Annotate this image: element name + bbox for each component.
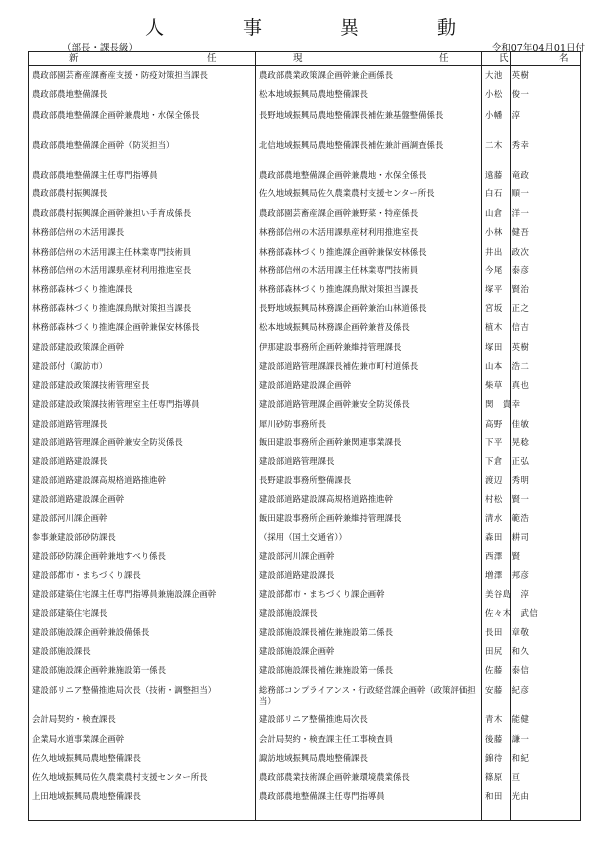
new-position: 建設部道路管理課長 — [32, 419, 108, 429]
current-position: 建設部道路建設課高規格道路推進幹 — [259, 494, 393, 504]
current-position: 伊那建設事務所企画幹兼維持管理課長 — [259, 342, 402, 352]
current-position: 長野地域振興局林務課企画幹兼治山林道係長 — [259, 303, 427, 313]
current-position: 農政部園芸畜産課企画幹兼野菜・特産係長 — [259, 208, 419, 218]
current-position: 長野地域振興局農地整備課長補佐兼基盤整備係長 — [259, 110, 444, 120]
current-position: 松本地域振興局林務課企画幹兼普及係長 — [259, 322, 410, 332]
person-name: 田尻 和久 — [485, 646, 530, 656]
title-char: 事 — [243, 17, 263, 39]
name-column-divider — [510, 52, 511, 820]
current-position: 建設部施設課企画幹 — [259, 646, 335, 656]
current-position: 林務部信州の木活用課主任林業専門技術員 — [259, 265, 419, 275]
new-position: 林務部森林づくり推進課企画幹兼保安林係長 — [32, 322, 200, 332]
new-position: 林務部信州の木活用課県産材利用推進室長 — [32, 265, 192, 275]
person-name: 西澤 賢 — [485, 551, 521, 561]
person-name: 錦待 和紀 — [485, 753, 530, 763]
current-position: 犀川砂防事務所長 — [259, 419, 326, 429]
current-position: 建設部道路管理課企画幹兼安全防災係長 — [259, 399, 410, 409]
new-position: 建設部河川課企画幹 — [32, 513, 108, 523]
person-name: 二木 秀幸 — [485, 140, 530, 150]
new-position: 建設部リニア整備推進局次長（技術・調整担当） — [32, 685, 217, 695]
new-position: 建設部建築住宅課主任専門指導員兼施設課企画幹 — [32, 589, 217, 599]
new-position: 上田地域振興局農地整備課長 — [32, 791, 141, 801]
new-position: 林務部森林づくり推進課長 — [32, 284, 133, 294]
new-position: 農政部農村振興課長 — [32, 188, 108, 198]
current-position: 松本地域振興局農地整備課長 — [259, 89, 368, 99]
current-position: 建設部道路管理課課長補佐兼市町村道係長 — [259, 361, 419, 371]
person-name: 塚平 賢治 — [485, 284, 530, 294]
person-name: 小林 健吾 — [485, 227, 530, 237]
person-name: 白石 順一 — [485, 188, 530, 198]
current-position: 建設部施設課長補佐兼施設第二係長 — [259, 627, 393, 637]
header-name-char: 氏 — [499, 53, 509, 64]
current-position: 建設部施設課長補佐兼施設第一係長 — [259, 665, 393, 675]
new-position: 建設部都市・まちづくり課長 — [32, 570, 141, 580]
new-position: 佐久地域振興局佐久農業農村支援センター所長 — [32, 772, 208, 782]
header-name-char: 名 — [559, 53, 569, 64]
current-position: 林務部信州の木活用課県産材利用推進室長 — [259, 227, 419, 237]
new-position: 建設部建設政策課企画幹 — [32, 342, 125, 352]
person-name: 青木 能健 — [485, 714, 530, 724]
current-position: 長野建設事務所整備課長 — [259, 475, 352, 485]
title-char: 異 — [340, 17, 360, 39]
column-divider — [255, 52, 256, 820]
person-name: 安藤 紀彦 — [485, 685, 530, 695]
person-name: 高野 佳敏 — [485, 419, 530, 429]
current-position: 建設部都市・まちづくり課企画幹 — [259, 589, 385, 599]
header-new-char: 任 — [207, 53, 217, 64]
person-name: 井出 政次 — [485, 247, 530, 257]
current-position: 佐久地域振興局佐久農業農村支援センター所長 — [259, 188, 435, 198]
table-header — [29, 52, 580, 66]
current-position: 総務部コンプライアンス・行政経営課企画幹（政策評価担当） — [259, 685, 476, 706]
new-position: 建設部施設課長 — [32, 646, 91, 656]
new-position: 会計局契約・検査課長 — [32, 714, 116, 724]
current-position: 農政部農地整備課主任専門指導員 — [259, 791, 385, 801]
subheading: （部長・課長級） — [62, 43, 139, 54]
new-position: 建設部道路管理課企画幹兼安全防災係長 — [32, 437, 183, 447]
person-name: 下倉 正弘 — [485, 456, 530, 466]
person-name: 大池 英樹 — [485, 70, 530, 80]
personnel-table — [28, 51, 581, 821]
person-name: 遠藤 竜政 — [485, 170, 530, 180]
current-position: 建設部施設課長 — [259, 608, 318, 618]
new-position: 建設部道路建設課長 — [32, 456, 108, 466]
current-position: 会計局契約・検査課主任工事検査員 — [259, 734, 393, 744]
new-position: 建設部付（諏訪市） — [32, 361, 108, 371]
person-name: 篠原 亘 — [485, 772, 521, 782]
current-position: （採用（国土交通省）） — [259, 532, 347, 542]
person-name: 今尾 泰彦 — [485, 265, 530, 275]
person-name: 後藤 謙一 — [485, 734, 530, 744]
new-position: 建設部道路建設課企画幹 — [32, 494, 125, 504]
header-new-char: 新 — [69, 53, 79, 64]
title-char: 人 — [145, 17, 165, 39]
person-name: 清水 範浩 — [485, 513, 530, 523]
current-position: 建設部河川課企画幹 — [259, 551, 335, 561]
person-name: 佐々木 武信 — [485, 608, 539, 618]
title-char: 動 — [437, 17, 457, 39]
current-position: 林務部森林づくり推進課企画幹兼保安林係長 — [259, 247, 427, 257]
current-position: 農政部農業技術課企画幹兼環境農業係長 — [259, 772, 410, 782]
new-position: 建設部施設課企画幹兼設備係長 — [32, 627, 150, 637]
person-name: 村松 賢一 — [485, 494, 530, 504]
new-position: 建設部砂防課企画幹兼地すべり係長 — [32, 551, 166, 561]
person-name: 美谷島 淳 — [485, 589, 530, 599]
person-name: 小松 俊一 — [485, 89, 530, 99]
person-name: 佐藤 泰信 — [485, 665, 530, 675]
new-position: 建設部建築住宅課長 — [32, 608, 108, 618]
person-name: 山本 浩二 — [485, 361, 530, 371]
header-current-char: 現 — [293, 53, 303, 64]
new-position: 農政部農村振興課企画幹兼担い手育成係長 — [32, 208, 192, 218]
person-name: 増澤 邦彦 — [485, 570, 530, 580]
new-position: 建設部道路建設課高規格道路推進幹 — [32, 475, 166, 485]
new-position: 農政部農地整備課主任専門指導員 — [32, 170, 158, 180]
new-position: 参事兼建設部砂防課長 — [32, 532, 116, 542]
current-position: 建設部道路建設課企画幹 — [259, 380, 352, 390]
current-position: 農政部農地整備課企画幹兼農地・水保全係長 — [259, 170, 427, 180]
person-name: 関 貴幸 — [485, 399, 521, 409]
new-position: 佐久地域振興局農地整備課長 — [32, 753, 141, 763]
current-position: 諏訪地域振興局農地整備課長 — [259, 753, 368, 763]
new-position: 農政部農地整備課企画幹（防災担当） — [32, 140, 175, 150]
current-position: 北信地域振興局農地整備課長補佐兼計画調査係長 — [259, 140, 444, 150]
new-position: 農政部農地整備課企画幹兼農地・水保全係長 — [32, 110, 200, 120]
column-divider — [481, 52, 482, 820]
person-name: 植木 信吉 — [485, 322, 530, 332]
current-position: 建設部道路建設課長 — [259, 570, 335, 580]
new-position: 建設部建設政策課技術管理室長 — [32, 380, 150, 390]
person-name: 小幡 淳 — [485, 110, 521, 120]
person-name: 宮坂 正之 — [485, 303, 530, 313]
person-name: 森田 耕司 — [485, 532, 530, 542]
new-position: 農政部園芸畜産課畜産支援・防疫対策担当課長 — [32, 70, 208, 80]
new-position: 建設部建設政策課技術管理室主任専門指導員 — [32, 399, 200, 409]
person-name: 柴草 真也 — [485, 380, 530, 390]
new-position: 林務部森林づくり推進課鳥獣対策担当課長 — [32, 303, 192, 313]
document-title — [0, 16, 605, 42]
person-name: 長田 章敬 — [485, 627, 530, 637]
effective-date: 令和07年04月01日付 — [491, 43, 585, 54]
current-position: 建設部リニア整備推進局次長 — [259, 714, 368, 724]
new-position: 建設部施設課企画幹兼施設第一係長 — [32, 665, 166, 675]
person-name: 渡辺 秀明 — [485, 475, 530, 485]
header-current-char: 任 — [439, 53, 449, 64]
new-position: 林務部信州の木活用課長 — [32, 227, 125, 237]
person-name: 山倉 洋一 — [485, 208, 530, 218]
person-name: 塚田 英樹 — [485, 342, 530, 352]
new-position: 農政部農地整備課長 — [32, 89, 108, 99]
current-position: 林務部森林づくり推進課鳥獣対策担当課長 — [259, 284, 419, 294]
new-position: 林務部信州の木活用課主任林業専門技術員 — [32, 247, 192, 257]
person-name: 下平 晃稔 — [485, 437, 530, 447]
current-position: 飯田建設事務所企画幹兼関連事業課長 — [259, 437, 402, 447]
current-position: 建設部道路管理課長 — [259, 456, 335, 466]
person-name: 和田 光由 — [485, 791, 530, 801]
current-position: 飯田建設事務所企画幹兼維持管理課長 — [259, 513, 402, 523]
new-position: 企業局水道事業課企画幹 — [32, 734, 125, 744]
current-position: 農政部農業政策課企画幹兼企画係長 — [259, 70, 393, 80]
